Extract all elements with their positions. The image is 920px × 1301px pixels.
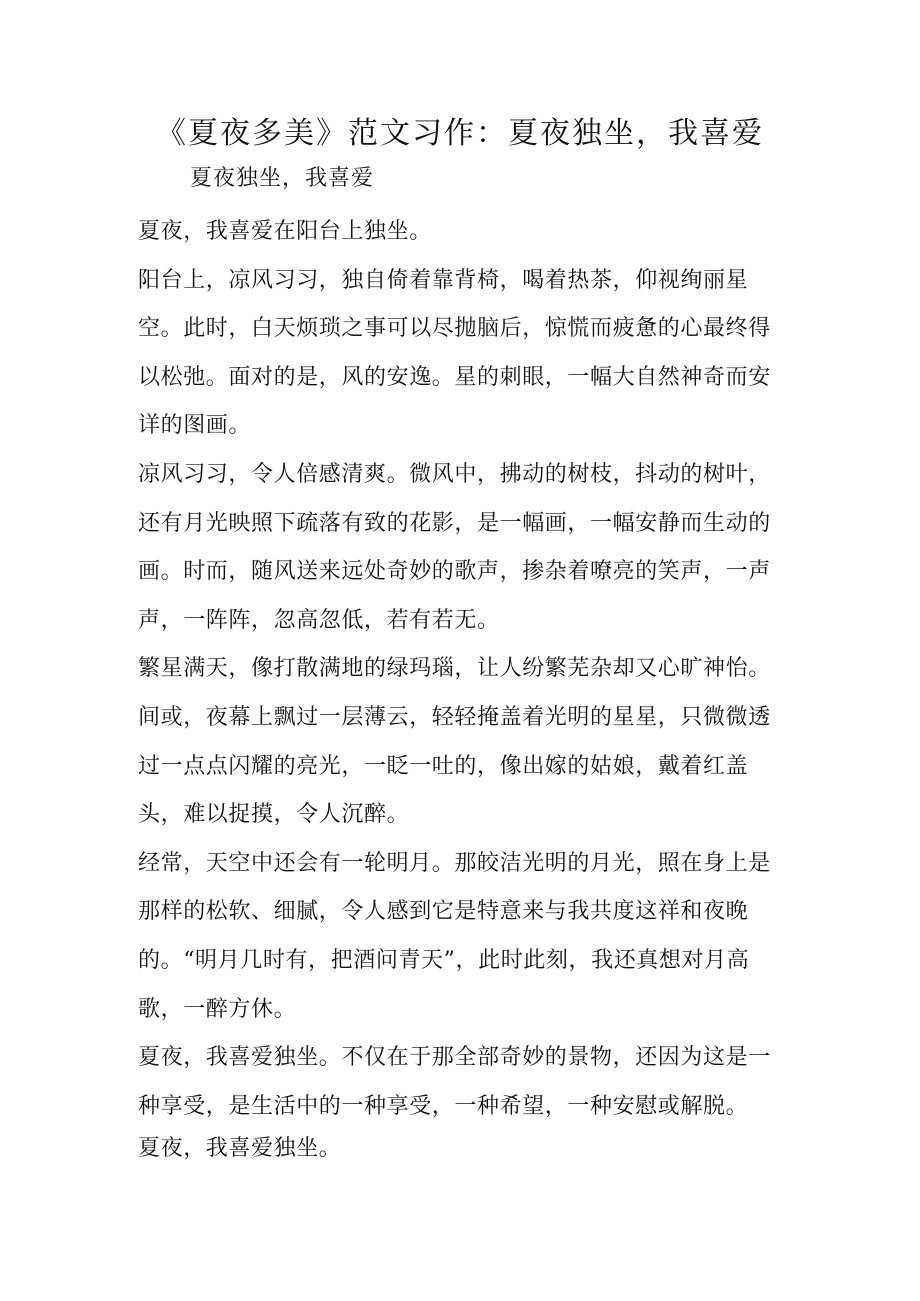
document-title: 《夏夜多美》范文习作：夏夜独坐，我喜爱 [156, 116, 764, 151]
paragraph-4: 繁星满天，像打散满地的绿玛瑙，让人纷繁芜杂却又心旷神怡。间或，夜幕上飘过一层薄云，轻轻掩盖着光明的星星，只微微透过一点点闪耀的亮光，一眨一吐的，像出嫁的姑娘，戴着红盖头，难以捉摸，令人沉醉。 [138, 656, 771, 828]
paragraph-5: 经常，天空中还会有一轮明月。那皎洁光明的月光，照在身上是那样的松软、细腻，令人感到它是特意来与我共度这祥和夜晚的。“明月几时有，把酒问青天”，此时此刻，我还真想对月高歌，一醉方休。 [138, 850, 771, 1022]
paragraph-1: 夏夜，我喜爱在阳台上独坐。 [138, 219, 432, 244]
paragraph-3: 凉风习习，令人倍感清爽。微风中，拂动的树枝，抖动的树叶，还有月光映照下疏落有致的花影，是一幅画，一幅安静而生动的画。时而，随风送来远处奇妙的歌声，掺杂着嘹亮的笑声，一声声，一阵阵，忽高忽低，若有若无。 [138, 461, 771, 633]
document-subtitle: 夏夜独坐，我喜爱 [190, 166, 375, 191]
paragraph-2: 阳台上，凉风习习，独自倚着靠背椅，喝着热茶，仰视绚丽星空。此时，白天烦琐之事可以尽抛脑后，惊慌而疲惫的心最终得以松弛。面对的是，风的安逸。星的刺眼，一幅大自然神奇而安详的图画。 [138, 267, 771, 439]
paragraph-6: 夏夜，我喜爱独坐。不仅在于那全部奇妙的景物，还因为这是一种享受，是生活中的一种享受，一种希望，一种安慰或解脱。 [138, 1045, 771, 1119]
document-body [138, 208, 788, 1174]
paragraph-7: 夏夜，我喜爱独坐。 [138, 1136, 342, 1162]
